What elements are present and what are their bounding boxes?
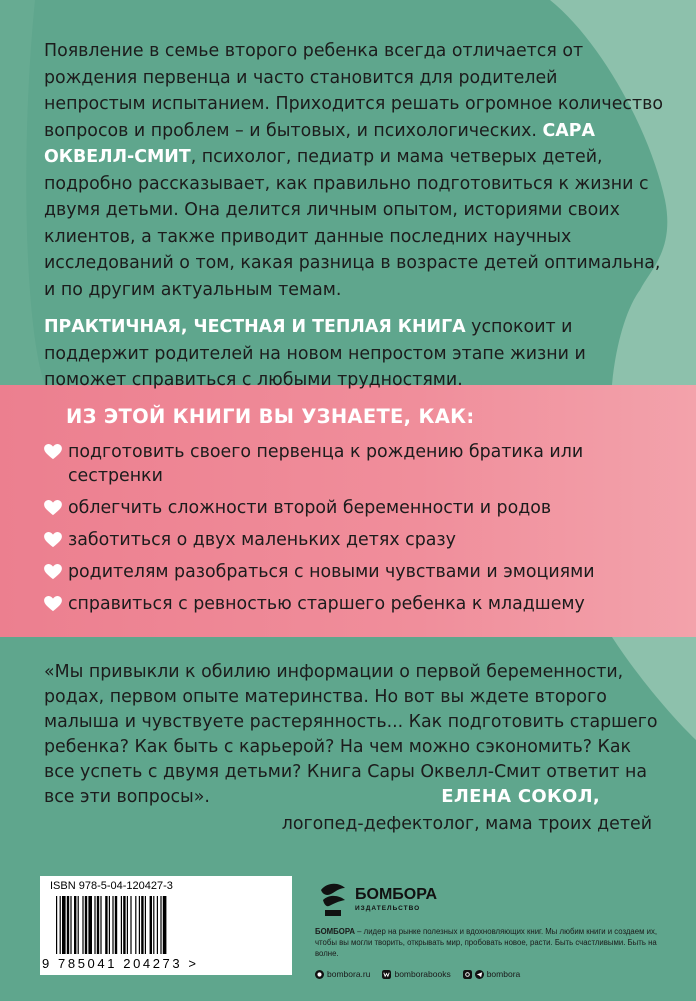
barcode-bar — [123, 896, 125, 954]
learn-item-text: облегчить сложности второй беременности и родов — [68, 498, 552, 518]
quote-author: ЕЛЕНА СОКОЛ, — [441, 786, 600, 807]
description-paragraph-1 — [44, 38, 664, 303]
barcode-bar — [121, 896, 122, 954]
publisher-subtitle: ИЗДАТЕЛЬСТВО — [355, 904, 421, 912]
telegram-icon — [475, 970, 484, 979]
barcode-bar — [130, 896, 131, 954]
barcode-bar — [85, 896, 87, 954]
barcode-bar — [145, 896, 146, 954]
isbn-barcode — [40, 876, 292, 975]
heart-icon — [44, 596, 62, 612]
social-vk-label: bomborabooks — [394, 969, 451, 979]
publisher-desc-text: – лидер на рынке полезных и вдохновляющих книг. Мы любим книги и создаем их, чтобы вы могли творить, открывать мир, пробовать новое, расти. Быть счастливыми. Быть на волне. — [315, 927, 658, 958]
barcode-bar — [160, 896, 161, 954]
barcode-bar — [141, 896, 143, 954]
review-quote: «Мы привыкли к обилию информации о первой беременности, родах, первом опыте материнства. Но вот вы ждете второго малыша и чувствуете растерянность... Как подготовить старшего ребенка? Как быть с карьерой? На чем можно сэкономить? Как все успеть с двумя детьми? Книга Сары Оквелл-Смит ответит на все эти вопросы». — [44, 662, 658, 807]
learn-item-text: родителям разобраться с новыми чувствами и эмоциями — [68, 562, 595, 582]
barcode-bar — [74, 896, 76, 954]
barcode-bar — [100, 896, 101, 954]
description-text: Появление в семье второго ребенка всегда отличается от рождения первенца и часто становится для родителей непростым испытанием. Приходится решать огромное количество вопросов и проблем – и бытовых, и психологических. — [44, 41, 663, 141]
barcode-bar — [70, 896, 71, 954]
publisher-block — [315, 880, 675, 979]
globe-icon — [315, 970, 324, 979]
heart-icon — [44, 564, 62, 580]
social-vk[interactable] — [382, 969, 450, 979]
learn-item — [44, 528, 664, 552]
isbn-number: ISBN 978-5-04-120427-3 — [50, 880, 173, 892]
learn-item — [44, 592, 664, 616]
heart-icon — [44, 444, 62, 460]
book-description — [44, 38, 664, 394]
barcode-bar — [78, 896, 79, 954]
social-telegram-label: bombora — [486, 969, 521, 979]
vk-icon — [382, 970, 391, 979]
barcode-bar — [157, 896, 158, 954]
description-text-cont: , психолог, педиатр и мама четверых детей, подробно рассказывает, как правильно подготовиться к жизни с двумя детьми. Она делится личным опытом, историями своих клиентов, а также приводит данные последних научных исследований о том, какая разница в возрасте детей оптимальна, и по другим актуальным темам. — [44, 147, 661, 300]
barcode-bar — [62, 896, 66, 954]
barcode-bar — [135, 896, 136, 954]
barcode-bar — [97, 896, 99, 954]
barcode-digits: 9 785041 204273 > — [42, 956, 199, 971]
learn-list — [44, 440, 664, 624]
heart-icon — [44, 532, 62, 548]
learn-item-text: справиться с ревностью старшего ребенка к младшему — [68, 594, 585, 614]
bombora-logo-icon — [317, 880, 349, 918]
barcode-bar — [56, 896, 57, 954]
barcode-bar — [115, 896, 117, 954]
author-name: САРА ОКВЕЛЛ-СМИТ — [44, 120, 595, 167]
barcode-bar — [163, 896, 167, 954]
barcode-bar — [153, 896, 154, 954]
heart-icon — [44, 500, 62, 516]
barcode-bar — [67, 896, 69, 954]
publisher-description — [315, 926, 675, 959]
description-paragraph-2 — [44, 314, 664, 394]
barcode-bar — [112, 896, 113, 954]
barcode-bars — [50, 896, 282, 956]
social-site-label: bombora.ru — [327, 969, 371, 979]
social-site[interactable] — [315, 969, 370, 979]
learn-item-text: подготовить своего первенца к рождению братика или сестренки — [68, 442, 584, 486]
barcode-bar — [94, 896, 95, 954]
barcode-bar — [127, 896, 128, 954]
barcode-bar — [139, 896, 140, 954]
barcode-bar — [82, 896, 83, 954]
barcode-bar — [105, 896, 107, 954]
publisher-desc-name: БОМБОРА — [315, 927, 355, 936]
barcode-bar — [88, 896, 92, 954]
publisher-name-block — [355, 887, 437, 912]
barcode-bar — [150, 896, 152, 954]
publisher-name: БОМБОРА — [355, 885, 438, 903]
learn-item-text: заботиться о двух маленьких детях сразу — [68, 530, 456, 550]
learn-heading: ИЗ ЭТОЙ КНИГИ ВЫ УЗНАЕТЕ, КАК: — [66, 405, 475, 428]
learn-item — [44, 560, 664, 584]
quote-author-role: логопед-дефектолог, мама троих детей — [281, 814, 652, 834]
book-tagline: ПРАКТИЧНАЯ, ЧЕСТНАЯ И ТЕПЛАЯ КНИГА — [44, 317, 466, 337]
publisher-socials — [315, 969, 675, 979]
tagline-text: успокоит и поддержит родителей на новом непростом этапе жизни и поможет справиться с любыми трудностями. — [44, 317, 586, 390]
learn-item — [44, 440, 664, 488]
publisher-logo — [317, 880, 675, 918]
social-telegram[interactable] — [463, 969, 521, 979]
barcode-bar — [60, 896, 61, 954]
barcode-bar — [109, 896, 110, 954]
learn-item — [44, 496, 664, 520]
instagram-icon — [463, 970, 472, 979]
